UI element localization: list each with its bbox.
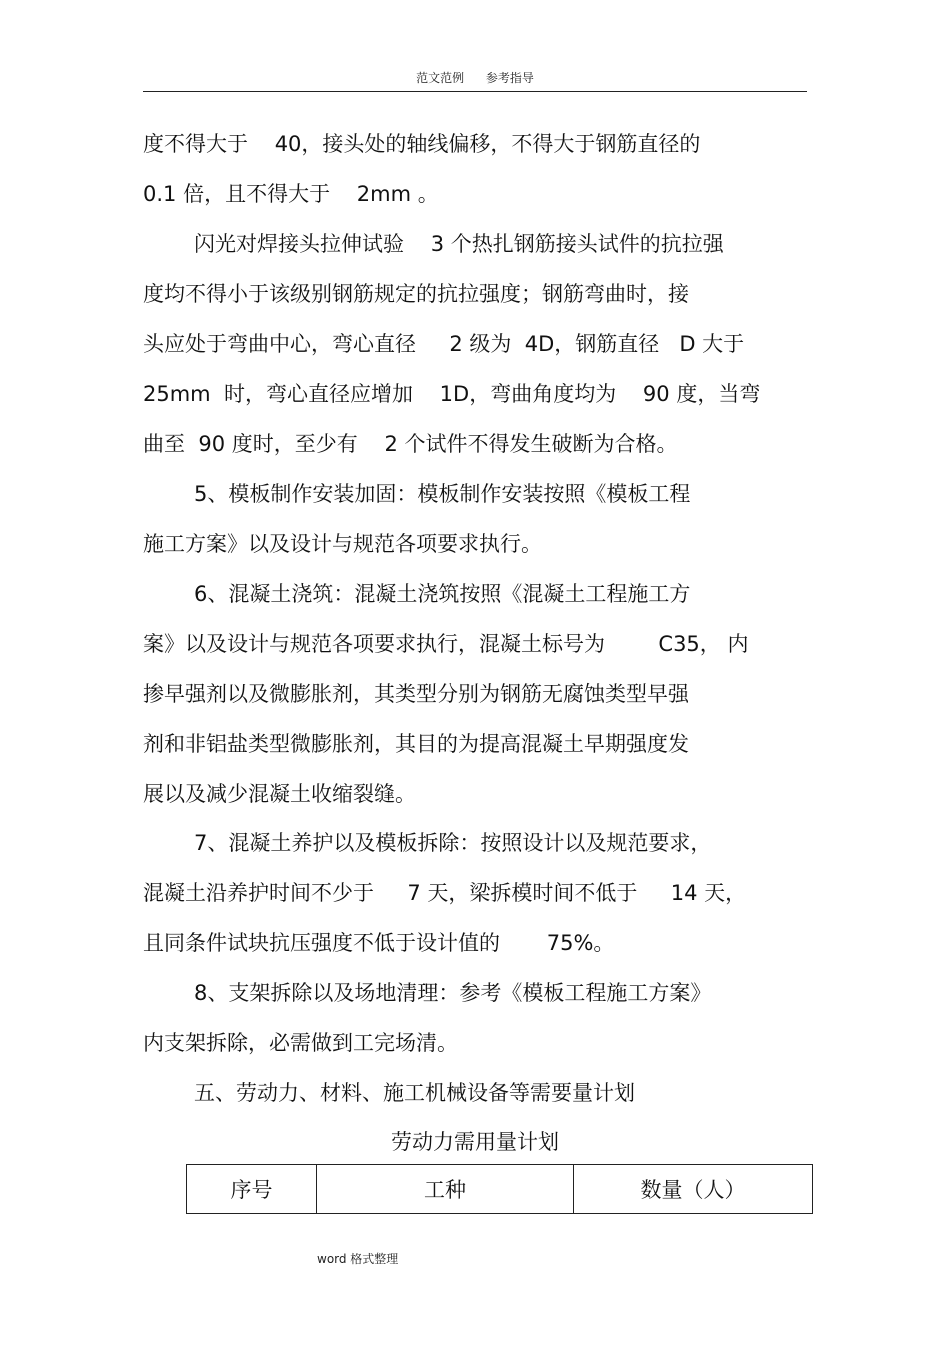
- body-line: 案》以及设计与规范各项要求执行，混凝土标号为 C35， 内: [143, 632, 749, 656]
- body-line: 展以及减少混凝土收缩裂缝。: [143, 782, 416, 806]
- page-header: [0, 69, 950, 86]
- header-left-text: 范文范例: [416, 71, 465, 85]
- section-heading: 五、劳动力、材料、施工机械设备等需要量计划: [194, 1081, 635, 1105]
- body-line: 且同条件试块抗压强度不低于设计值的 75%。: [143, 931, 615, 955]
- body-line: 6、混凝土浇筑：混凝土浇筑按照《混凝土工程施工方: [194, 582, 691, 606]
- body-line: 5、模板制作安装加固：模板制作安装按照《模板工程: [194, 482, 691, 506]
- table-header-cell: 序号: [187, 1165, 317, 1214]
- header-right-text: 参考指导: [485, 71, 534, 85]
- body-line: 混凝土沿养护时间不少于 7 天，梁拆模时间不低于 14 天，: [143, 881, 747, 905]
- labor-plan-table: [186, 1164, 813, 1214]
- body-line: 闪光对焊接头拉伸试验 3 个热扎钢筋接头试件的抗拉强: [194, 232, 724, 256]
- body-line: 度不得大于 40，接头处的轴线偏移，不得大于钢筋直径的: [143, 132, 701, 156]
- table-header-cell: 工种: [317, 1165, 574, 1214]
- body-line: 度均不得小于该级别钢筋规定的抗拉强度；钢筋弯曲时，接: [143, 282, 689, 306]
- table-header-row: [187, 1165, 813, 1214]
- table-header-cell: 数量（人）: [574, 1165, 813, 1214]
- page-footer: word 格式整理: [317, 1252, 399, 1266]
- body-line: 掺早强剂以及微膨胀剂，其类型分别为钢筋无腐蚀类型早强: [143, 682, 689, 706]
- table-caption: 劳动力需用量计划: [391, 1130, 559, 1154]
- header-divider: [143, 91, 807, 92]
- body-line: 头应处于弯曲中心，弯心直径 2 级为 4D，钢筋直径 D 大于: [143, 332, 745, 356]
- body-line: 0.1 倍，且不得大于 2mm 。: [143, 182, 439, 206]
- body-line: 内支架拆除，必需做到工完场清。: [143, 1031, 458, 1055]
- body-line: 8、支架拆除以及场地清理：参考《模板工程施工方案》: [194, 981, 712, 1005]
- body-line: 剂和非铝盐类型微膨胀剂，其目的为提高混凝土早期强度发: [143, 732, 689, 756]
- body-line: 施工方案》以及设计与规范各项要求执行。: [143, 532, 542, 556]
- body-line: 25mm 时，弯心直径应增加 1D，弯曲角度均为 90 度，当弯: [143, 382, 761, 406]
- body-line: 7、混凝土养护以及模板拆除：按照设计以及规范要求，: [194, 831, 712, 855]
- body-line: 曲至 90 度时，至少有 2 个试件不得发生破断为合格。: [143, 432, 678, 456]
